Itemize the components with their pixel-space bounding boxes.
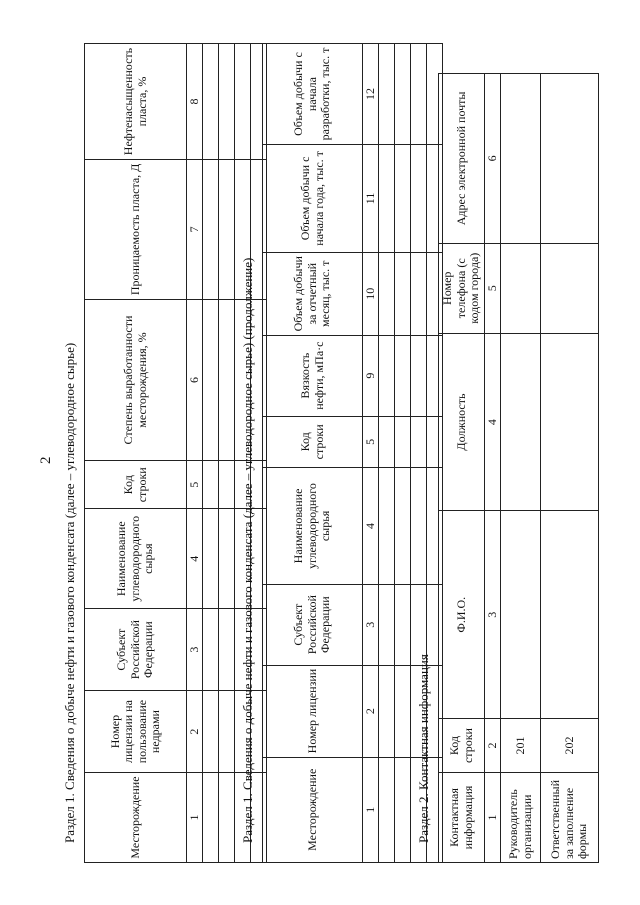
header-cell: Объем добычи с начала года, тыс. т xyxy=(263,145,363,253)
section2-caption: Раздел 2. Контактная информация xyxy=(416,654,431,843)
column-number: 3 xyxy=(363,584,379,665)
column-number: 6 xyxy=(187,299,203,461)
column-number: 2 xyxy=(187,691,203,773)
table-row xyxy=(395,44,411,863)
header-cell: Проницаемость пласта, Д xyxy=(85,160,187,300)
header-cell: Номер телефона (с кодом города) xyxy=(439,243,485,333)
row-code: 202 xyxy=(541,719,599,773)
header-cell: Месторождение xyxy=(85,773,187,863)
column-number: 4 xyxy=(363,468,379,585)
column-number: 3 xyxy=(187,609,203,691)
column-number: 5 xyxy=(485,243,501,333)
column-number: 2 xyxy=(485,719,501,773)
header-cell: Субъект Российской Федерации xyxy=(85,609,187,691)
table-row xyxy=(219,44,235,863)
header-cell: Вязкость нефти, мПа·с xyxy=(263,335,363,416)
column-number: 2 xyxy=(363,665,379,757)
row-label: Ответственный за заполнение формы xyxy=(541,773,599,863)
column-number: 1 xyxy=(187,773,203,863)
column-number: 3 xyxy=(485,511,501,719)
header-cell: Месторождение xyxy=(263,757,363,862)
header-cell: Субъект Российской Федерации xyxy=(263,584,363,665)
column-number: 11 xyxy=(363,145,379,253)
column-number: 7 xyxy=(187,160,203,300)
column-number: 5 xyxy=(187,461,203,509)
column-number: 12 xyxy=(363,44,379,145)
page-number: 2 xyxy=(38,456,54,464)
table-row xyxy=(203,44,219,863)
column-number: 4 xyxy=(187,509,203,609)
header-cell: Нефтенасыщенность пласта, % xyxy=(85,44,187,160)
column-number: 10 xyxy=(363,252,379,335)
header-cell: Адрес электронной почты xyxy=(439,74,485,244)
header-cell: Объем добычи за отчетный месяц, тыс. т xyxy=(263,252,363,335)
table-row xyxy=(501,74,541,863)
column-number: 8 xyxy=(187,44,203,160)
table-row xyxy=(379,44,395,863)
section2-table xyxy=(438,73,599,863)
row-label: Руководитель организации xyxy=(501,773,541,863)
header-cell: Наименование углеводородного сырья xyxy=(263,468,363,585)
header-cell: Должность xyxy=(439,333,485,511)
column-number: 1 xyxy=(485,773,501,863)
header-cell: Код строки xyxy=(439,719,485,773)
header-cell: Объем добычи с начала разработки, тыс. т xyxy=(263,44,363,145)
column-number: 6 xyxy=(485,74,501,244)
column-number: 5 xyxy=(363,416,379,468)
column-number: 4 xyxy=(485,333,501,511)
header-cell: Номер лицензии xyxy=(263,665,363,757)
column-number: 1 xyxy=(363,757,379,862)
header-cell: Номер лицензии на пользование недрами xyxy=(85,691,187,773)
header-cell: Наименование углеводородного сырья xyxy=(85,509,187,609)
header-cell: Код строки xyxy=(85,461,187,509)
section1-cont-caption: Раздел 1. Сведения о добыче нефти и газового конденсата (далее – углеводородное сырье) (продолжение) xyxy=(240,257,255,843)
header-cell: Код строки xyxy=(263,416,363,468)
table-row xyxy=(541,74,599,863)
column-number: 9 xyxy=(363,335,379,416)
section1-caption: Раздел 1. Сведения о добыче нефти и газового конденсата (далее – углеводородное сырье) xyxy=(62,342,77,843)
header-cell: Контактная информация xyxy=(439,773,485,863)
header-cell: Степень выработанности месторождения, % xyxy=(85,299,187,461)
row-code: 201 xyxy=(501,719,541,773)
header-cell: Ф.И.О. xyxy=(439,511,485,719)
